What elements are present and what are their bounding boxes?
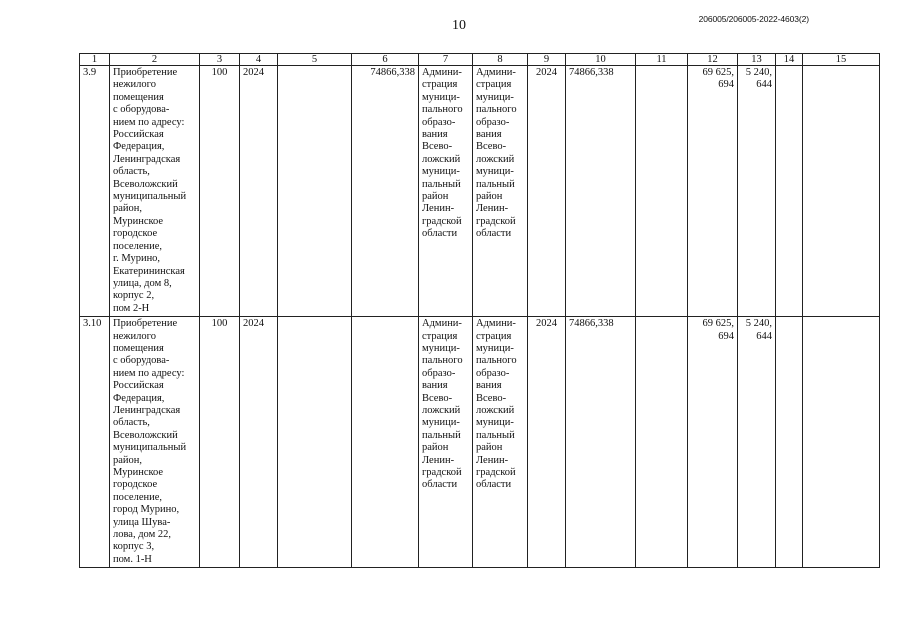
cell-col5 <box>278 66 352 317</box>
table-row <box>80 66 880 317</box>
cell-col3: 100 <box>200 66 240 317</box>
column-header: 9 <box>528 54 566 66</box>
column-header: 2 <box>110 54 200 66</box>
cell-col7: Админи- страция муници- пального образо- вания Всево- ложский муници- пальный район Ленин- градской области <box>419 66 473 317</box>
cell-col14 <box>776 66 803 317</box>
cell-col8: Админи- страция муници- пального образо- вания Всево- ложский муници- пальный район Ленин- градской области <box>473 66 528 317</box>
cell-col14 <box>776 317 803 568</box>
cell-col4: 2024 <box>240 317 278 568</box>
cell-col11 <box>636 66 688 317</box>
column-header: 5 <box>278 54 352 66</box>
object-description: Приобретение нежилого помещения с оборудова- нием по адресу: Российская Федерация, Ленинградская область, Всеволожский муниципальный район, Муринское городское поселение, город Мурино, улица Шува- лова, дом 22, корпус 3, пом. 1-Н <box>110 317 200 568</box>
column-header: 8 <box>473 54 528 66</box>
cell-col15 <box>803 317 880 568</box>
column-header: 14 <box>776 54 803 66</box>
cell-col10: 74866,338 <box>566 317 636 568</box>
column-header: 4 <box>240 54 278 66</box>
cell-col10: 74866,338 <box>566 66 636 317</box>
column-header: 7 <box>419 54 473 66</box>
cell-col8: Админи- страция муници- пального образо- вания Всево- ложский муници- пальный район Ленин- градской области <box>473 317 528 568</box>
cell-col15 <box>803 66 880 317</box>
cell-col4: 2024 <box>240 66 278 317</box>
column-header: 12 <box>688 54 738 66</box>
cell-col6 <box>352 317 419 568</box>
column-header: 1 <box>80 54 110 66</box>
cell-col6: 74866,338 <box>352 66 419 317</box>
document-id: 206005/206005-2022-4603(2) <box>698 14 809 24</box>
column-header: 13 <box>738 54 776 66</box>
column-header: 11 <box>636 54 688 66</box>
column-header: 6 <box>352 54 419 66</box>
cell-col11 <box>636 317 688 568</box>
cell-col9: 2024 <box>528 317 566 568</box>
page-number: 10 <box>452 18 466 33</box>
cell-col3: 100 <box>200 317 240 568</box>
cell-col5 <box>278 317 352 568</box>
row-number: 3.9 <box>80 66 110 317</box>
column-header: 3 <box>200 54 240 66</box>
cell-col13: 5 240, 644 <box>738 317 776 568</box>
data-table <box>79 53 880 568</box>
cell-col12: 69 625, 694 <box>688 66 738 317</box>
column-header: 10 <box>566 54 636 66</box>
cell-col7: Админи- страция муници- пального образо- вания Всево- ложский муници- пальный район Ленин- градской области <box>419 317 473 568</box>
cell-col12: 69 625, 694 <box>688 317 738 568</box>
column-header: 15 <box>803 54 880 66</box>
row-number: 3.10 <box>80 317 110 568</box>
table-row <box>80 317 880 568</box>
cell-col9: 2024 <box>528 66 566 317</box>
object-description: Приобретение нежилого помещения с оборудова- нием по адресу: Российская Федерация, Ленинградская область, Всеволожский муниципальный район, Муринское городское поселение, г. Мурино, Екатерининская улица, дом 8, корпус 2, пом 2-Н <box>110 66 200 317</box>
column-header-row <box>80 54 880 66</box>
cell-col13: 5 240, 644 <box>738 66 776 317</box>
